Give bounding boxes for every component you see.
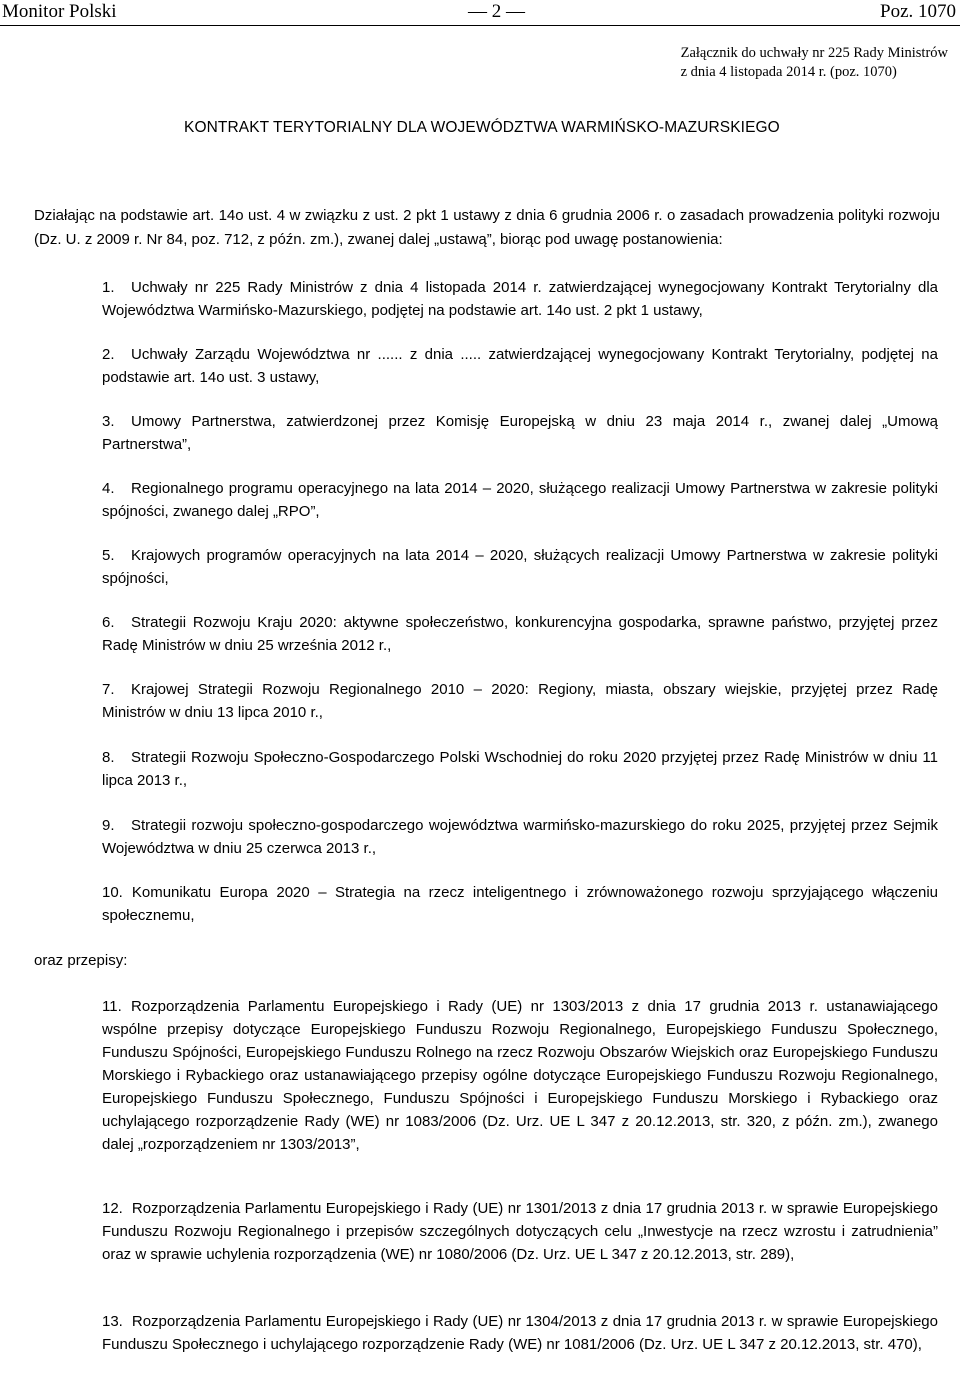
list-item	[102, 678, 938, 724]
list-item-number: 12.	[102, 1200, 123, 1217]
list-item	[102, 544, 938, 590]
list-item-number: 1.	[102, 279, 115, 296]
annex-line-1: Załącznik do uchwały nr 225 Rady Ministrów	[680, 45, 948, 61]
position-number: Poz. 1070	[880, 1, 956, 22]
list-item-text: Strategii rozwoju społeczno-gospodarczego województwa warmińsko-mazurskiego do roku 2025, przyjętej przez Sejmik Województwa w dniu 25 czerwca 2013 r.,	[102, 817, 938, 857]
list-item-number: 4.	[102, 480, 115, 497]
list-item-text: Strategii Rozwoju Społeczno-Gospodarczego Polski Wschodniej do roku 2020 przyjętej przez Radę Ministrów w dniu 11 lipca 2013 r.,	[102, 749, 938, 789]
list-item-number: 10.	[102, 884, 123, 901]
list-item	[102, 881, 938, 927]
document-title: KONTRAKT TERYTORIALNY DLA WOJEWÓDZTWA WARMIŃSKO-MAZURSKIEGO	[184, 119, 780, 136]
list-item-text: Krajowej Strategii Rozwoju Regionalnego 2010 – 2020: Regiony, miasta, obszary wiejskie, przyjętej przez Radę Ministrów w dniu 13 lipca 2010 r.,	[102, 681, 938, 721]
annex-line-2: z dnia 4 listopada 2014 r. (poz. 1070)	[680, 64, 897, 80]
list-item-text: Umowy Partnerstwa, zatwierdzonej przez Komisję Europejską w dniu 23 maja 2014 r., zwanej dalej „Umową Partnerstwa”,	[102, 413, 938, 453]
list-item	[102, 343, 938, 389]
list-item-text: Rozporządzenia Parlamentu Europejskiego i Rady (UE) nr 1303/2013 z dnia 17 grudnia 2013 r. ustanawiającego wspólne przepisy dotyczące Europejskiego Funduszu Rozwoju Regionalnego, Europejskiego Funduszu Społecznego, Funduszu Spójności, Europejskiego Funduszu Rolnego na rzecz Rozwoju Obszarów Wiejskich oraz Europejskiego Funduszu Morskiego i Rybackiego oraz ustanawiającego przepisy ogólne dotyczące Europejskiego Funduszu Rozwoju Regionalnego, Europejskiego Funduszu Społecznego, Funduszu Spójności i Europejskiego Funduszu Morskiego i Rybackiego oraz uchylającego rozporządzenie Rady (WE) nr 1083/2006 (Dz. Urz. UE L 347 z 20.12.2013, str. 320, z późn. zm.), zwanego dalej „rozporządzeniem nr 1303/2013”,	[102, 998, 938, 1153]
list-item-text: Komunikatu Europa 2020 – Strategia na rzecz inteligentnego i zrównoważonego rozwoju sprzyjającego włączeniu społecznemu,	[102, 884, 938, 924]
list-item	[102, 1197, 938, 1266]
list-item-number: 2.	[102, 346, 115, 363]
list-item	[102, 410, 938, 456]
list-item	[102, 1310, 938, 1356]
annex-note	[681, 44, 948, 82]
list-item-text: Uchwały nr 225 Rady Ministrów z dnia 4 listopada 2014 r. zatwierdzającej wynegocjowany Kontrakt Terytorialny dla Województwa Warmińsko-Mazurskiego, podjętej na podstawie art. 14o ust. 2 pkt 1 ustawy,	[102, 279, 938, 319]
list-item-text: Rozporządzenia Parlamentu Europejskiego i Rady (UE) nr 1301/2013 z dnia 17 grudnia 2013 r. w sprawie Europejskiego Funduszu Rozwoju Regionalnego i przepisów szczególnych dotyczących celu „Inwestycje na rzecz wzrostu i zatrudnienia” oraz w sprawie uchylenia rozporządzenia (WE) nr 1080/2006 (Dz. Urz. UE L 347 z 20.12.2013, str. 289),	[102, 1200, 938, 1263]
list-item-number: 3.	[102, 413, 115, 430]
list-item-text: Rozporządzenia Parlamentu Europejskiego i Rady (UE) nr 1304/2013 z dnia 17 grudnia 2013 r. w sprawie Europejskiego Funduszu Społecznego i uchylającego rozporządzenie Rady (WE) nr 1081/2006 (Dz. Urz. UE L 347 z 20.12.2013, str. 470),	[102, 1313, 938, 1353]
list-item-number: 11.	[102, 998, 122, 1015]
list-item-number: 13.	[102, 1313, 123, 1330]
list-item	[102, 611, 938, 657]
oraz-label: oraz przepisy:	[34, 952, 128, 969]
page-number: — 2 —	[468, 1, 525, 22]
header-rule	[0, 25, 960, 26]
list-item-text: Strategii Rozwoju Kraju 2020: aktywne społeczeństwo, konkurencyjna gospodarka, sprawne państwo, przyjętej przez Radę Ministrów w dniu 25 września 2012 r.,	[102, 614, 938, 654]
page-header	[0, 0, 960, 26]
list-item-number: 6.	[102, 614, 115, 631]
list-item-number: 9.	[102, 817, 115, 834]
intro-paragraph: Działając na podstawie art. 14o ust. 4 w związku z ust. 2 pkt 1 ustawy z dnia 6 grudnia 2006 r. o zasadach prowadzenia polityki rozwoju (Dz. U. z 2009 r. Nr 84, poz. 712, z późn. zm.), zwanej dalej „ustawą”, biorąc pod uwagę postanowienia:	[34, 207, 940, 248]
list-item-number: 8.	[102, 749, 115, 766]
list-item	[102, 276, 938, 322]
list-item	[102, 814, 938, 860]
list-item-text: Regionalnego programu operacyjnego na lata 2014 – 2020, służącego realizacji Umowy Partnerstwa w zakresie polityki spójności, zwanego dalej „RPO”,	[102, 480, 938, 520]
list-item-text: Krajowych programów operacyjnych na lata 2014 – 2020, służących realizacji Umowy Partnerstwa w zakresie polityki spójności,	[102, 547, 938, 587]
journal-name: Monitor Polski	[2, 1, 117, 22]
list-item-number: 5.	[102, 547, 115, 564]
list-item	[102, 477, 938, 523]
list-item	[102, 746, 938, 792]
list-item-text: Uchwały Zarządu Województwa nr ...... z dnia ..... zatwierdzającej wynegocjowany Kontrakt Terytorialny, podjętej na podstawie art. 14o ust. 3 ustawy,	[102, 346, 938, 386]
list-item-number: 7.	[102, 681, 115, 698]
list-item	[102, 995, 938, 1156]
